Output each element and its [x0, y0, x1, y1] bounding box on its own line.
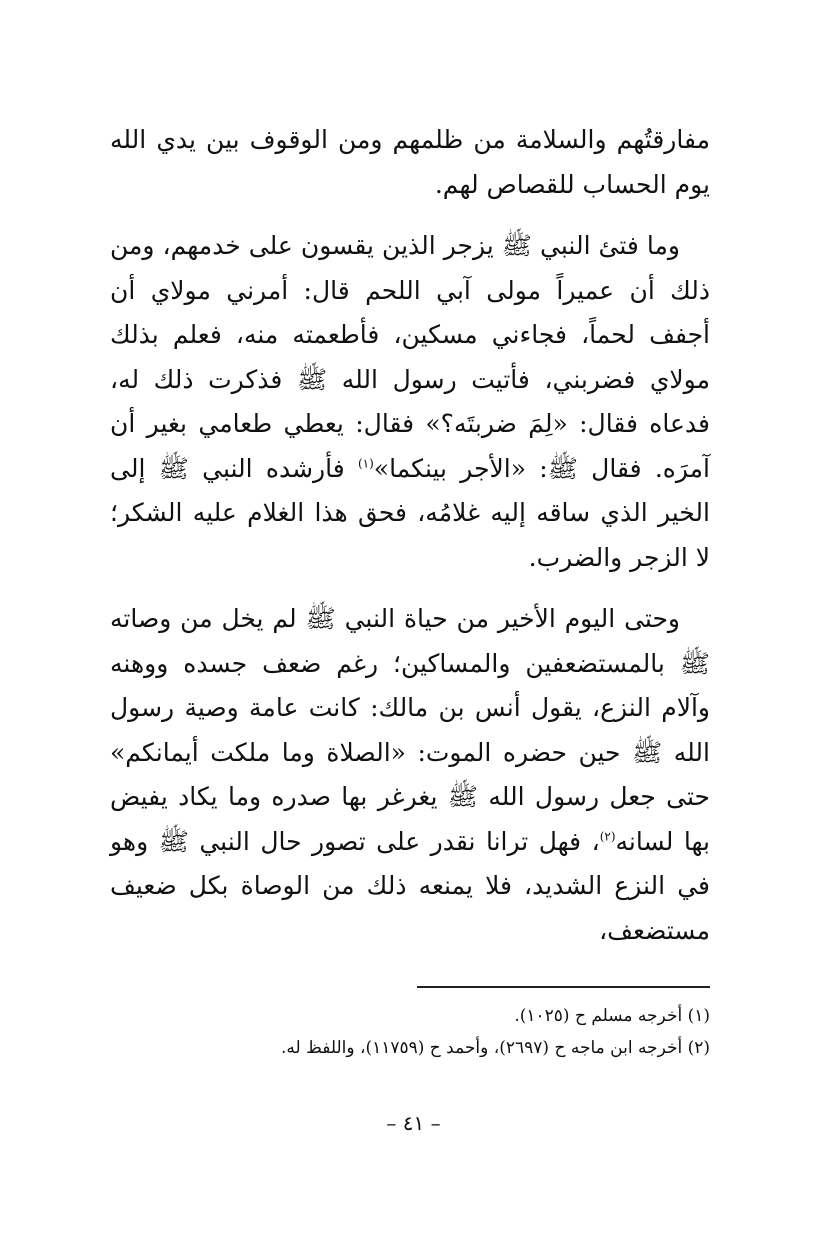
footnote-1: (١) أخرجه مسلم ح (١٠٢٥).	[514, 1006, 710, 1026]
paragraph-2	[110, 224, 710, 580]
paragraph-3	[110, 597, 710, 953]
paragraph-2-tail: فأرشده النبي ﷺ إلى الخير الذي ساقه إليه غلامُه، فحق هذا الغلام عليه الشكر؛ لا الزجر والضرب.	[110, 453, 710, 572]
paragraph-3-tail: ، فهل ترانا نقدر على تصور حال النبي ﷺ وهو في النزع الشديد، فلا يمنعه ذلك من الوصاة بكل ضعيف مستضعف،	[110, 826, 710, 945]
paragraph-1-text: مفارقتُهم والسلامة من ظلمهم ومن الوقوف بين يدي الله يوم الحساب للقصاص لهم.	[110, 125, 710, 199]
footnote-2: (٢) أخرجه ابن ماجه ح (٢٦٩٧)، وأحمد ح (١١٧٥٩)، واللفظ له.	[280, 1038, 710, 1058]
footnote-divider	[417, 986, 710, 988]
main-text	[110, 118, 710, 953]
footnote-ref-2[interactable]: (٢)	[599, 829, 616, 844]
paragraph-2-text: وما فتئ النبي ﷺ يزجر الذين يقسون على خدمهم، ومن ذلك أن عميراً مولى آبي اللحم قال: أمرني مولاي أن أجفف لحماً، فجاءني مسكين، فأطعمته منه، فعلم بذلك مولاي فضربني، فأتيت رسول الله ﷺ فذكرت ذلك له، فدعاه فقال: «لِمَ ضربتَه؟» فقال: يعطي طعامي بغير أن آمرَه. فقال ﷺ: «الأجر بينكما»	[110, 231, 710, 483]
footnotes	[110, 1000, 710, 1064]
footnote-ref-1[interactable]: (١)	[357, 456, 374, 471]
page-number: – ٤١ –	[386, 1111, 441, 1135]
paragraph-3-text: وحتى اليوم الأخير من حياة النبي ﷺ لم يخل من وصاته ﷺ بالمستضعفين والمساكين؛ رغم ضعف جسده ووهنه وآلام النزع، يقول أنس بن مالك: كانت عامة وصية رسول الله ﷺ حين حضره الموت: «الصلاة وما ملكت أيمانكم» حتى جعل رسول الله ﷺ يغرغر بها صدره وما يكاد يفيض بها لسانه	[110, 604, 710, 856]
paragraph-1	[110, 118, 710, 207]
